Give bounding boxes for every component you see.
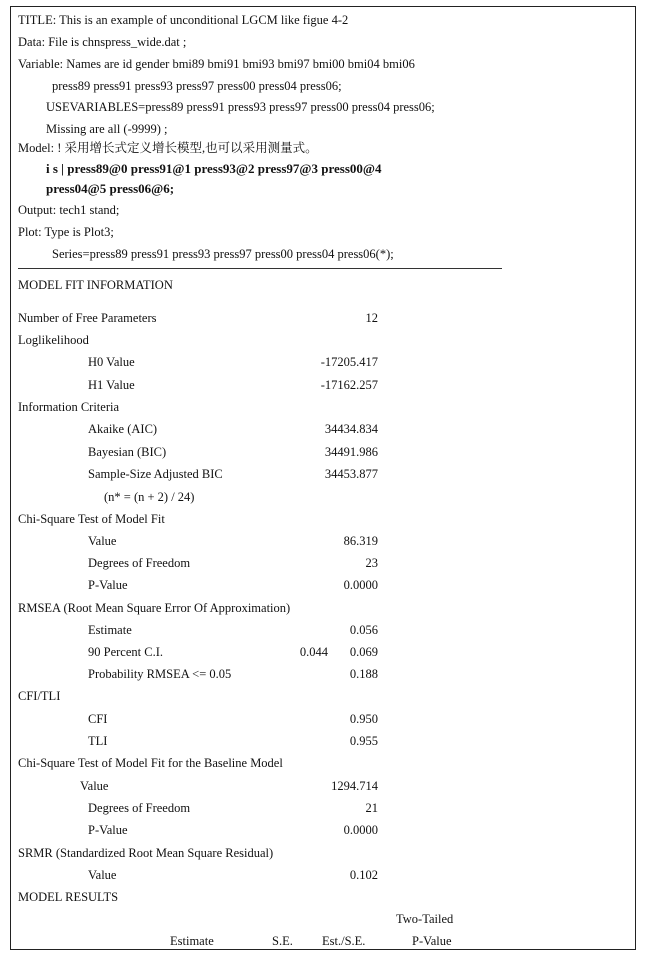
tli-label: TLI xyxy=(88,734,108,748)
aic-label: Akaike (AIC) xyxy=(88,422,158,436)
plot-line: Plot: Type is Plot3; xyxy=(18,225,114,239)
cfi-label: CFI xyxy=(88,712,108,726)
rmsea-ci-high: 0.069 xyxy=(349,645,378,659)
free-params-label: Number of Free Parameters xyxy=(18,311,157,325)
chisq-df: 23 xyxy=(365,556,378,570)
sabic-note: (n* = (n + 2) / 24) xyxy=(104,490,195,504)
tli-value: 0.955 xyxy=(349,734,378,748)
col-pvalue: P-Value xyxy=(412,934,452,948)
col-se: S.E. xyxy=(272,934,293,948)
srmr-value: 0.102 xyxy=(349,868,378,882)
sabic-value: 34453.877 xyxy=(324,467,378,481)
aic-value: 34434.834 xyxy=(324,422,378,436)
model-statement-1: i s | press89@0 press91@1 press93@2 press97@3 press00@4 xyxy=(46,161,382,176)
bic-value: 34491.986 xyxy=(324,445,378,459)
variable-line: Variable: Names are id gender bmi89 bmi91 bmi93 bmi97 bmi00 bmi04 bmi06 xyxy=(18,57,415,71)
missing-line: Missing are all (-9999) ; xyxy=(46,122,168,136)
baseline-df: 21 xyxy=(365,801,378,815)
data-line: Data: File is chnspress_wide.dat ; xyxy=(18,35,187,49)
rmsea-prob-label: Probability RMSEA <= 0.05 xyxy=(88,667,232,681)
rmsea-label: RMSEA (Root Mean Square Error Of Approximation) xyxy=(18,601,291,615)
h1-value: -17162.257 xyxy=(320,378,378,392)
col-est-se: Est./S.E. xyxy=(322,934,366,948)
chisq-p-label: P-Value xyxy=(88,578,128,592)
sabic-label: Sample-Size Adjusted BIC xyxy=(88,467,223,481)
cfi-value: 0.950 xyxy=(349,712,378,726)
srmr-value-label: Value xyxy=(88,868,117,882)
chisq-value-label: Value xyxy=(88,534,117,548)
srmr-label: SRMR (Standardized Root Mean Square Residual) xyxy=(18,846,274,860)
two-tailed-header: Two-Tailed xyxy=(396,912,454,926)
bic-label: Bayesian (BIC) xyxy=(88,445,167,459)
baseline-value: 1294.714 xyxy=(331,779,378,793)
variable-continuation: press89 press91 press93 press97 press00 press04 press06; xyxy=(52,79,342,93)
information-criteria-label: Information Criteria xyxy=(18,400,120,414)
baseline-p-label: P-Value xyxy=(88,823,128,837)
h0-label: H0 Value xyxy=(88,355,135,369)
rmsea-estimate: 0.056 xyxy=(349,623,378,637)
baseline-value-label: Value xyxy=(80,779,109,793)
chisq-p: 0.0000 xyxy=(343,578,378,592)
chisq-label: Chi-Square Test of Model Fit xyxy=(18,512,165,526)
chisq-value: 86.319 xyxy=(343,534,378,548)
baseline-df-label: Degrees of Freedom xyxy=(88,801,191,815)
rmsea-ci-low: 0.044 xyxy=(299,645,328,659)
divider xyxy=(18,268,502,269)
h1-label: H1 Value xyxy=(88,378,135,392)
model-results-heading: MODEL RESULTS xyxy=(18,890,119,904)
free-params-value: 12 xyxy=(365,311,378,325)
chisq-df-label: Degrees of Freedom xyxy=(88,556,191,570)
rmsea-prob: 0.188 xyxy=(349,667,378,681)
usevariables-line: USEVARIABLES=press89 press91 press93 press97 press00 press04 press06; xyxy=(46,100,435,114)
baseline-p: 0.0000 xyxy=(343,823,378,837)
loglikelihood-label: Loglikelihood xyxy=(18,333,89,347)
series-line: Series=press89 press91 press93 press97 press00 press04 press06(*); xyxy=(52,247,394,261)
output-line: Output: tech1 stand; xyxy=(18,203,120,217)
h0-value: -17205.417 xyxy=(320,355,378,369)
title-line: TITLE: This is an example of unconditional LGCM like figue 4-2 xyxy=(18,13,349,27)
rmsea-estimate-label: Estimate xyxy=(88,623,132,637)
rmsea-ci-label: 90 Percent C.I. xyxy=(88,645,163,659)
col-estimate: Estimate xyxy=(170,934,214,948)
baseline-label: Chi-Square Test of Model Fit for the Baseline Model xyxy=(18,756,283,770)
cfi-tli-label: CFI/TLI xyxy=(18,689,61,703)
model-statement-2: press04@5 press06@6; xyxy=(46,181,175,196)
model-fit-heading: MODEL FIT INFORMATION xyxy=(18,278,173,292)
model-line: Model: ! 采用增长式定义增长模型,也可以采用测量式。 xyxy=(18,141,318,155)
